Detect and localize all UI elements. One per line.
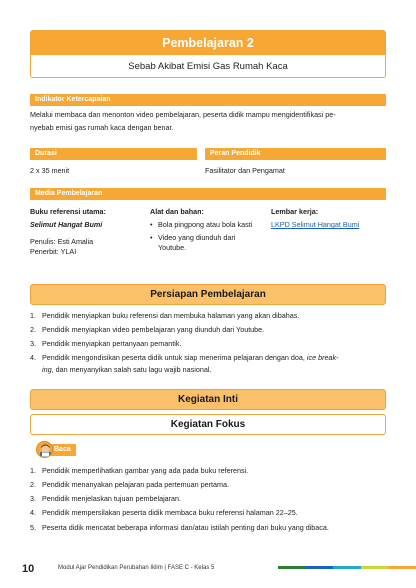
buku-heading: Buku referensi utama: — [30, 207, 106, 216]
buku-penerbit: Penerbit: YLAI — [30, 247, 77, 257]
list-item: 3. Pendidik menjelaskan tujuan pembelajaran. — [30, 494, 182, 504]
list-item: 3. Pendidik menyiapkan pertanyaan pemantik. — [30, 339, 182, 349]
indikator-line-2: nyebab emisi gas rumah kaca dengan benar. — [30, 123, 174, 133]
durasi-value: 2 x 35 menit — [30, 166, 70, 175]
lesson-title-box — [30, 30, 386, 78]
kegiatan-inti-heading: Kegiatan Inti — [30, 389, 386, 410]
footer-bar-segment — [388, 566, 416, 569]
list-item: 2. Pendidik menyiapkan video pembelajaran yang diunduh dari Youtube. — [30, 325, 265, 335]
reading-child-icon — [36, 441, 53, 458]
buku-penulis: Penulis: Esti Amalia — [30, 236, 94, 246]
buku-column — [30, 207, 142, 258]
alat-list — [150, 220, 255, 253]
alat-column — [150, 207, 255, 256]
alat-heading: Alat dan bahan: — [150, 207, 204, 216]
footer-bar-segment — [306, 566, 334, 569]
lesson-subtitle: Sebab Akibat Emisi Gas Rumah Kaca — [128, 61, 288, 72]
footer-bar-segment — [333, 566, 361, 569]
list-item: 4. Pendidik mengondisikan peserta didik untuk siap menerima pelajaran dengan doa, ice break- ing, dan menyanyikan salah satu lagu wajib nasional. — [30, 353, 339, 374]
footer-bar-segment — [361, 566, 389, 569]
baca-label: Baca — [44, 444, 76, 456]
footer-color-bar — [278, 566, 416, 569]
list-item: 4. Pendidik mempersilakan peserta didik membaca buku referensi halaman 22–25. — [30, 508, 298, 518]
buku-title: Selimut Hangat Bumi — [30, 220, 103, 230]
list-item: 5. Peserta didik mencatat beberapa informasi dan/atau istilah penting dari buku yang dibaca. — [30, 522, 329, 532]
indikator-line-1: Melalui membaca dan menonton video pembelajaran, peserta didik mampu mengidentifikasi pe- — [30, 110, 336, 119]
fokus-list — [30, 465, 390, 536]
media-label: Media Pembelajaran — [30, 188, 386, 200]
indikator-label: Indikator Ketercapaian — [30, 94, 386, 106]
durasi-label: Durasi — [30, 148, 197, 160]
lembar-column — [271, 207, 386, 231]
peran-value: Fasilitator dan Pengamat — [205, 166, 285, 175]
footer-bar-segment — [278, 566, 306, 569]
footer-text: Modul Ajar Pendidikan Perubahan Iklim | FASE C - Kelas 5 — [58, 565, 215, 571]
indikator-text — [30, 110, 390, 134]
list-item: 1. Pendidik memperlihatkan gambar yang ada pada buku referensi. — [30, 466, 249, 475]
list-item: 1. Pendidik menyiapkan buku referensi dan membuka halaman yang akan dibahas. — [30, 311, 300, 320]
list-item: 2. Pendidik menanyakan pelajaran pada pertemuan pertama. — [30, 480, 229, 490]
page-number: 10 — [22, 563, 35, 575]
lembar-heading: Lembar kerja: — [271, 207, 319, 216]
alat-item: • Video yang diunduh dari Youtube. — [150, 233, 255, 254]
alat-item: • Bola pingpong atau bola kasti — [150, 220, 255, 230]
lkpd-link[interactable]: LKPD Selimut Hangat Bumi — [271, 220, 360, 230]
persiapan-heading: Persiapan Pembelajaran — [30, 284, 386, 305]
peran-label: Peran Pendidik — [205, 148, 386, 160]
persiapan-list — [30, 310, 390, 378]
kegiatan-fokus-heading: Kegiatan Fokus — [30, 414, 386, 435]
lesson-title: Pembelajaran 2 — [31, 31, 385, 55]
